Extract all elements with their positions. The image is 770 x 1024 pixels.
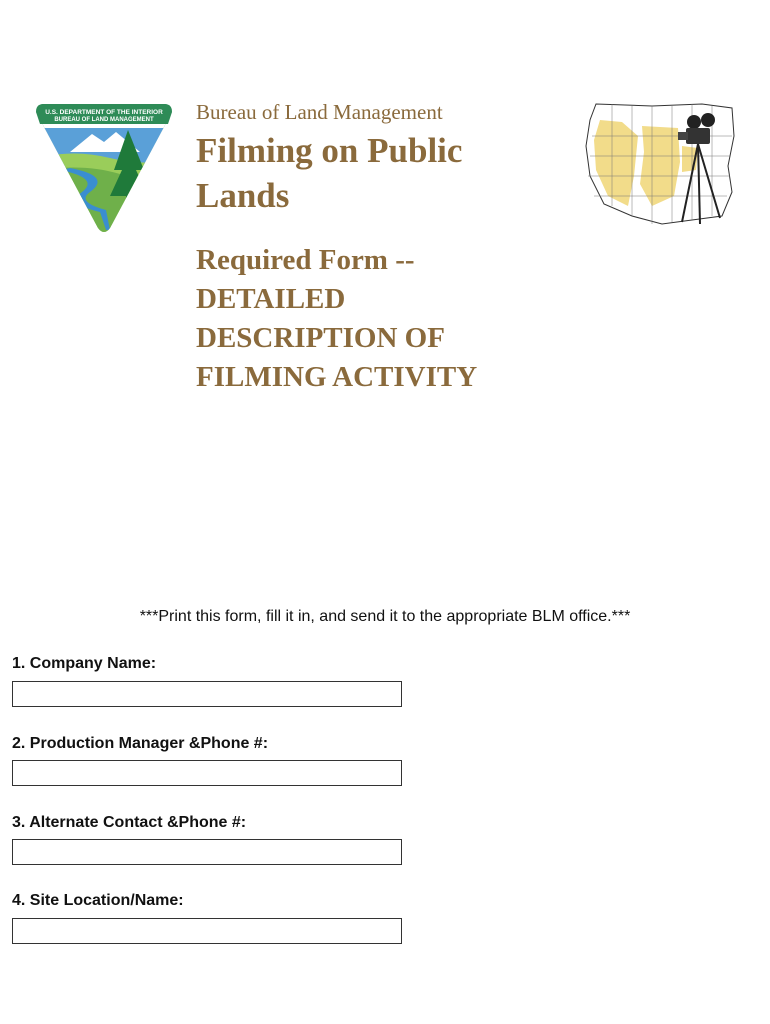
alternate-contact-field[interactable]: [12, 839, 402, 865]
production-manager-label: 2. Production Manager &Phone #:: [12, 735, 269, 752]
alternate-contact-label: 3. Alternate Contact &Phone #:: [12, 814, 247, 831]
subtitle-line: DETAILED: [196, 283, 346, 315]
title-line: Lands: [196, 176, 290, 215]
site-location-label: 4. Site Location/Name:: [12, 892, 184, 909]
map-camera-icon: [582, 96, 738, 228]
agency-name: Bureau of Land Management: [196, 100, 443, 124]
form-subtitle: [196, 241, 596, 397]
subtitle-line: DESCRIPTION OF: [196, 322, 445, 354]
company-name-label: 1. Company Name:: [12, 655, 157, 672]
page-title: [196, 128, 556, 218]
print-instruction: ***Print this form, fill it in, and send it to the appropriate BLM office.***: [139, 608, 631, 625]
blm-logo-icon: [30, 100, 178, 234]
logo-text-line2: BUREAU OF LAND MANAGEMENT: [54, 117, 154, 123]
subtitle-line: Required Form --: [196, 244, 415, 276]
title-line: Filming on Public: [196, 131, 463, 170]
subtitle-line: FILMING ACTIVITY: [196, 361, 478, 393]
site-location-field[interactable]: [12, 918, 402, 944]
company-name-field[interactable]: [12, 681, 402, 707]
logo-text-line1: U.S. DEPARTMENT OF THE INTERIOR: [45, 109, 163, 116]
production-manager-field[interactable]: [12, 760, 402, 786]
